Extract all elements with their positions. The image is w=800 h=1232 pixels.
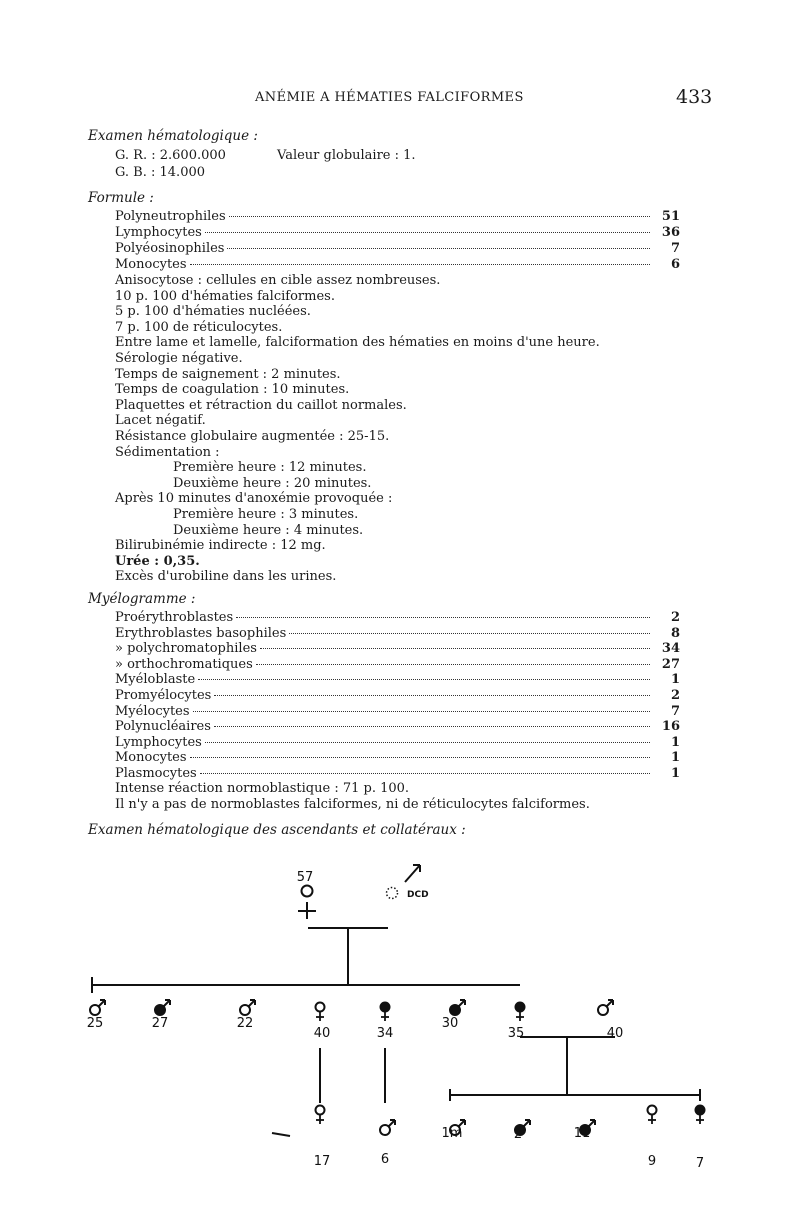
formule-note-line: Après 10 minutes d'anoxémie provoquée : [115, 491, 393, 507]
leader-dots [227, 248, 650, 249]
child-age-label: 11 [573, 1126, 591, 1141]
page-number: 433 [676, 86, 713, 108]
myelogramme-value: 34 [661, 641, 680, 657]
valeur-globulaire: Valeur globulaire : 1. [277, 148, 416, 163]
myelogramme-value: 8 [670, 625, 680, 641]
child-age-label: 2 [513, 1127, 523, 1142]
female-symbol-icon [316, 1106, 325, 1125]
formule-note-line: Deuxième heure : 4 minutes. [173, 522, 364, 538]
myelogramme-row [115, 672, 680, 688]
leader-dots [205, 232, 650, 233]
male-symbol-icon [90, 1000, 105, 1015]
formule-note-line: Excès d'urobiline dans les urines. [115, 569, 337, 585]
formule-label: Polyneutrophiles [115, 209, 226, 224]
child-age-label: 1m [441, 1126, 463, 1141]
formule-note-line: Résistance globulaire augmentée : 25-15. [115, 429, 390, 444]
myelogramme-row [115, 704, 680, 720]
child-age-label: 9 [647, 1154, 657, 1169]
running-header: ANÉMIE A HÉMATIES FALCIFORMES [255, 90, 524, 105]
leader-dots [289, 633, 650, 634]
myelogramme-value: 1 [670, 734, 680, 750]
myelogramme-value: 7 [670, 703, 680, 719]
formule-note-line: Temps de saignement : 2 minutes. [115, 366, 341, 382]
leader-dots [200, 773, 650, 774]
formule-label: Polyéosinophiles [115, 241, 225, 256]
formule-value: 51 [661, 209, 680, 224]
sibling-age-label: 25 [86, 1016, 104, 1031]
gr-count: G. R. : 2.600.000 [115, 148, 226, 163]
child-age-label: 7 [695, 1156, 705, 1171]
leader-dots [190, 264, 650, 265]
mother-age-label: 57 [296, 870, 314, 885]
myelogramme-value: 2 [670, 610, 680, 625]
myelogramme-row [115, 688, 680, 704]
myelogramme-label: » polychromatophiles [115, 641, 257, 657]
leader-dots [256, 664, 650, 665]
gb-count: G. B. : 14.000 [115, 165, 206, 180]
myelogramme-row [115, 626, 680, 642]
formule-note-line: Deuxième heure : 20 minutes. [173, 475, 372, 491]
myelogramme-label: Myéloblaste [115, 672, 196, 688]
father-status-label: DCD [407, 890, 429, 900]
formule-note-line: 5 p. 100 d'hématies nucléées. [115, 304, 311, 320]
female-symbol-icon [516, 1003, 525, 1022]
leader-dots [205, 742, 650, 743]
sibling-age-label: 40 [313, 1026, 331, 1041]
female-symbol-icon [381, 1003, 390, 1022]
myelogramme-value: 2 [670, 688, 680, 703]
formule-heading: Formule : [88, 190, 154, 206]
female-symbol-icon [648, 1106, 657, 1125]
leader-dots [260, 648, 650, 649]
myelogramme-value: 1 [670, 750, 680, 766]
pedigree-heading: Examen hématologique des ascendants et collatéraux : [88, 822, 466, 838]
formule-note-line: Première heure : 3 minutes. [173, 507, 359, 522]
male-symbol-icon [155, 1000, 170, 1015]
leader-dots [198, 679, 650, 680]
myelogramme-row [115, 719, 680, 735]
myelogramme-note-line: Il n'y a pas de normoblastes falciformes, ni de réticulocytes falciformes. [115, 796, 590, 812]
female-symbol-icon [316, 1003, 325, 1022]
myelogramme-label: Erythroblastes basophiles [115, 625, 287, 641]
sibling-age-label: 30 [441, 1016, 459, 1031]
pedigree-chart [0, 855, 800, 1225]
myelogramme-label: Promyélocytes [115, 688, 212, 703]
myelogramme-label: Myélocytes [115, 703, 190, 719]
leader-dots [214, 726, 650, 727]
myelogramme-label: Monocytes [115, 750, 187, 766]
child-age-label: 6 [380, 1152, 390, 1167]
formule-note-line: Première heure : 12 minutes. [173, 460, 367, 476]
myelogramme-label: Lymphocytes [115, 734, 202, 750]
formule-note-line: Lacet négatif. [115, 413, 206, 429]
myelogramme-value: 1 [670, 766, 680, 781]
formule-note-line: Entre lame et lamelle, falciformation des hématies en moins d'une heure. [115, 335, 600, 351]
male-symbol-icon [240, 1000, 255, 1015]
myelogramme-value: 27 [661, 656, 680, 672]
myelogramme-row [115, 657, 680, 673]
leader-dots [214, 695, 650, 696]
formule-note-line: Sérologie négative. [115, 351, 243, 366]
leader-dots [190, 757, 650, 758]
formule-note-line: Urée : 0,35. [115, 553, 200, 569]
sibling-age-label: 35 [507, 1026, 525, 1041]
exam-heading: Examen hématologique : [88, 128, 258, 144]
leader-dots [236, 617, 650, 618]
male-symbol-icon [450, 1000, 465, 1015]
formule-note-line: 7 p. 100 de réticulocytes. [115, 319, 283, 335]
leader-dots [193, 711, 650, 712]
male-symbol-icon [380, 1120, 395, 1135]
leader-dots [229, 216, 650, 217]
female-symbol-icon [696, 1106, 705, 1125]
myelogramme-heading: Myélogramme : [88, 591, 196, 607]
formule-label: Lymphocytes [115, 225, 202, 240]
myelogramme-label: Plasmocytes [115, 766, 197, 781]
formule-note-line: Bilirubinémie indirecte : 12 mg. [115, 538, 326, 554]
formule-row [115, 257, 680, 273]
male-symbol-icon [598, 1000, 613, 1015]
formule-note-line: Anisocytose : cellules en cible assez nombreuses. [115, 273, 441, 288]
myelogramme-value: 1 [670, 672, 680, 688]
formule-row [115, 209, 680, 225]
formule-note-line: Sédimentation : [115, 444, 220, 460]
formule-row [115, 241, 680, 257]
child-age-label: 17 [313, 1154, 331, 1169]
formule-value: 6 [670, 257, 680, 272]
myelogramme-value: 16 [661, 719, 680, 735]
myelogramme-row [115, 766, 680, 782]
sibling-age-label: 34 [376, 1026, 394, 1041]
formule-note-line: 10 p. 100 d'hématies falciformes. [115, 288, 335, 304]
formule-note-line: Plaquettes et rétraction du caillot normales. [115, 397, 407, 413]
formule-value: 7 [670, 241, 680, 256]
formule-note-line: Temps de coagulation : 10 minutes. [115, 382, 350, 398]
sibling-age-label: 40 [606, 1026, 624, 1041]
myelogramme-label: Proérythroblastes [115, 610, 234, 625]
myelogramme-label: Polynucléaires [115, 719, 211, 735]
sibling-age-label: 22 [236, 1016, 254, 1031]
myelogramme-row [115, 750, 680, 766]
formule-label: Monocytes [115, 257, 187, 272]
formule-row [115, 225, 680, 241]
formule-value: 36 [661, 225, 680, 240]
myelogramme-row [115, 735, 680, 751]
mother-symbol-icon [298, 886, 316, 920]
myelogramme-label: » orthochromatiques [115, 656, 253, 672]
sibling-age-label: 27 [151, 1016, 169, 1031]
myelogramme-note-line: Intense réaction normoblastique : 71 p. 100. [115, 781, 410, 796]
myelogramme-row [115, 641, 680, 657]
myelogramme-row [115, 610, 680, 626]
